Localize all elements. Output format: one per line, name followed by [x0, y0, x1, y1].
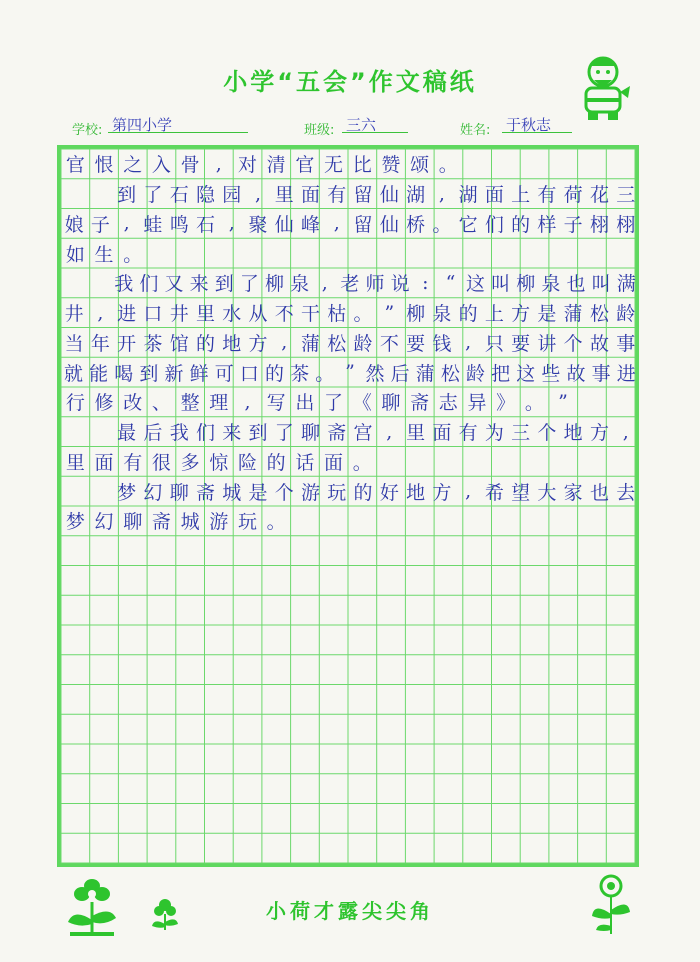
- essay-line: 到 了 石 隐 园 , 里 面 有 留 仙 湖 , 湖 面 上 有 荷 花 三: [117, 182, 636, 207]
- school-label: 学校:: [72, 123, 103, 138]
- footer-slogan: 小荷才露尖尖角: [266, 899, 434, 923]
- sunflower-icon: [588, 872, 634, 938]
- essay-line: 里 面 有 很 多 惊 险 的 话 面 。: [65, 451, 372, 474]
- essay-line: 如 生 。: [65, 243, 143, 266]
- essay-line: 我 们 又 来 到 了 柳 泉 , 老 师 说 : “ 这 叫 柳 泉 也 叫 满: [114, 271, 636, 296]
- essay-line: 行 修 改 、 整 理 , 写 出 了 《 聊 斋 志 异 》 。 ”: [65, 390, 568, 415]
- essay-line: 官 恨 之 入 骨 , 对 清 官 无 比 赞 颂 。: [65, 152, 458, 177]
- essay-line: 就 能 喝 到 新 鲜 可 口 的 茶 。 ” 然 后 蒲 松 龄 把 这 些 故 事 进: [64, 361, 636, 385]
- sheet-title: 小学“五会”作文稿纸: [223, 68, 477, 96]
- essay-line: 井 , 进 口 井 里 水 从 不 干 枯 。 ” 柳 泉 的 上 方 是 蒲 松 龄: [64, 301, 636, 326]
- school-value: 第四小学: [112, 116, 173, 134]
- class-label: 班级:: [304, 123, 335, 138]
- essay-line: 当 年 开 茶 馆 的 地 方 , 蒲 松 龄 不 要 钱 , 只 要 讲 个 故 事: [64, 331, 636, 355]
- essay-line: 娘 子 , 蛙 鸣 石 , 聚 仙 峰 , 留 仙 桥 。 它 们 的 样 子 栩 栩: [64, 212, 636, 236]
- class-value: 三六: [346, 116, 377, 134]
- essay-line: 梦 幻 聊 斋 城 游 玩 。: [65, 511, 286, 534]
- essay-line: 最 后 我 们 来 到 了 聊 斋 宫 , 里 面 有 为 三 个 地 方 ,: [117, 420, 629, 445]
- name-label: 姓名:: [460, 123, 491, 138]
- essay-line: 梦 幻 聊 斋 城 是 个 游 玩 的 好 地 方 , 希 望 大 家 也 去: [117, 480, 636, 504]
- name-value: 于秋志: [506, 116, 552, 134]
